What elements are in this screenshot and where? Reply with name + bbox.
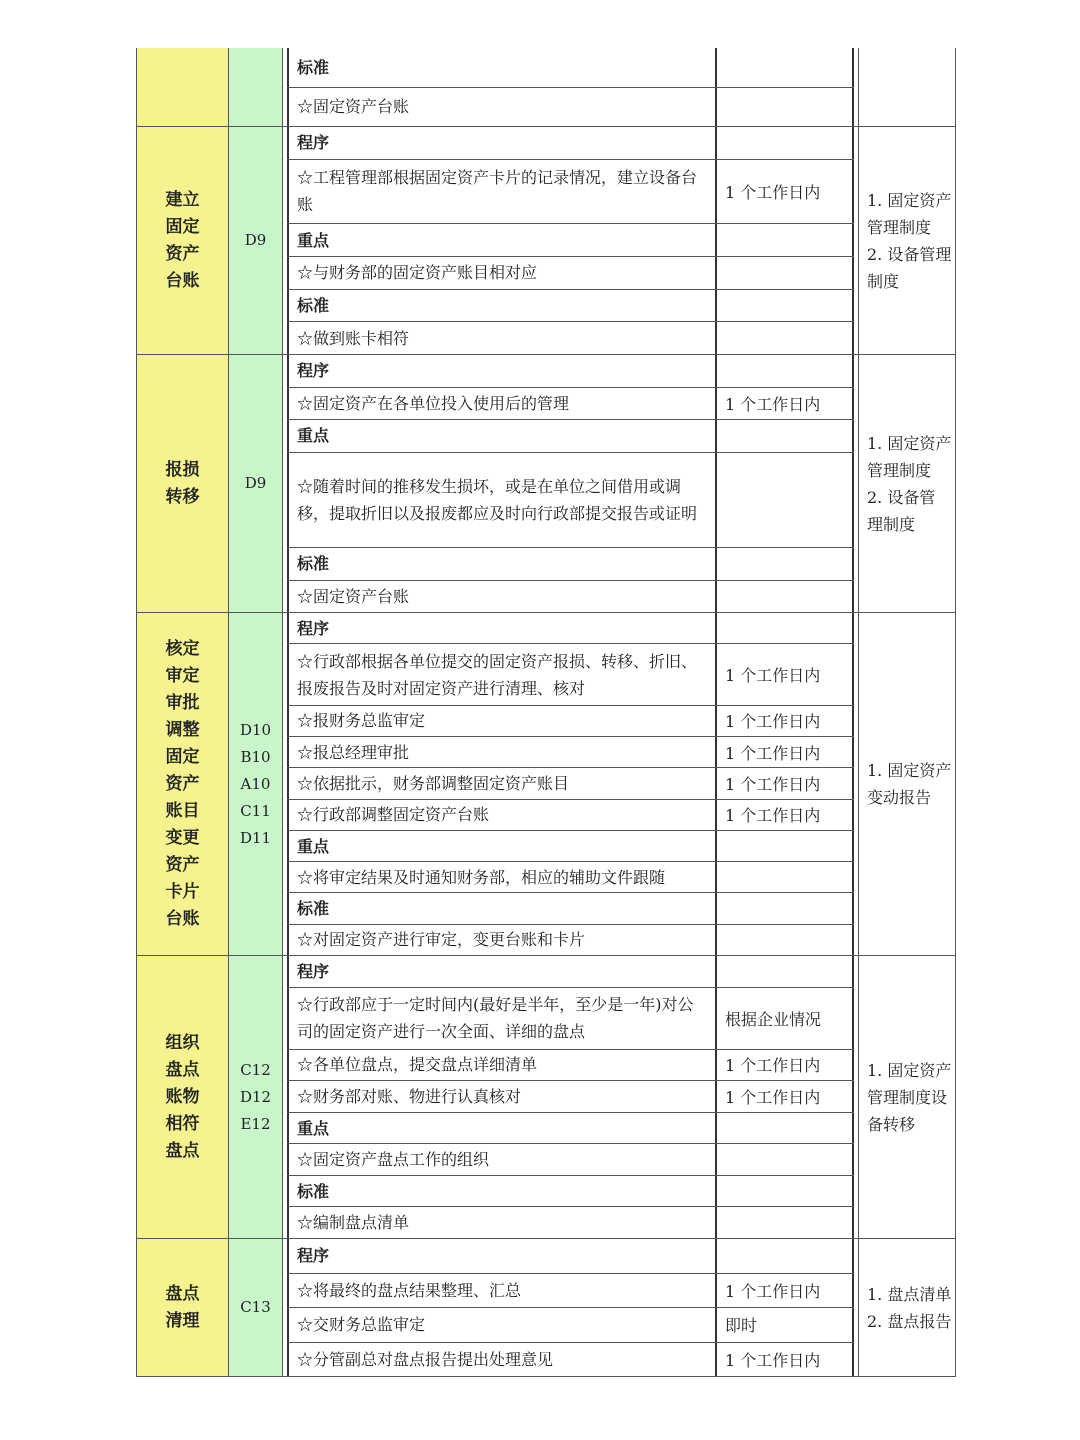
row-heading: 重点 <box>287 1113 717 1144</box>
row-time-limit: 1 个工作日内 <box>717 768 854 798</box>
step-name-cell <box>137 127 229 354</box>
table-row <box>287 800 854 831</box>
step-name: 建立 固定 资产 台账 <box>165 189 200 291</box>
row-time-limit <box>717 453 854 548</box>
row-time-limit <box>717 1176 854 1207</box>
table-row <box>287 1081 854 1113</box>
table-row <box>287 160 854 224</box>
row-text: ☆固定资产台账 <box>287 88 717 127</box>
row-time-limit <box>717 257 854 289</box>
step-detail-rows <box>283 355 858 612</box>
row-time-limit <box>717 127 854 159</box>
step-code-cell <box>229 48 283 126</box>
row-time-limit: 1 个工作日内 <box>717 737 854 767</box>
row-time-limit: 1 个工作日内 <box>717 800 854 830</box>
row-heading: 重点 <box>287 224 717 256</box>
table-row <box>287 893 854 924</box>
step-code-cell <box>229 355 283 612</box>
table-section <box>136 956 956 1239</box>
row-heading: 标准 <box>287 1176 717 1207</box>
row-time-limit <box>717 1207 854 1238</box>
step-detail-rows <box>283 956 858 1238</box>
step-name: 组织 盘点 账物 相符 盘点 <box>165 1032 200 1161</box>
row-time-limit <box>717 862 854 892</box>
row-heading: 程序 <box>287 1239 717 1273</box>
row-text: ☆各单位盘点，提交盘点详细清单 <box>287 1050 717 1081</box>
reference-document <box>858 48 962 126</box>
table-row <box>287 257 854 290</box>
row-time-limit: 根据企业情况 <box>717 988 854 1049</box>
step-code: C13 <box>240 1298 271 1316</box>
row-heading: 程序 <box>287 127 717 159</box>
process-table <box>136 48 956 1377</box>
row-time-limit <box>717 88 854 127</box>
table-row <box>287 1050 854 1082</box>
row-time-limit <box>717 48 854 87</box>
row-time-limit <box>717 925 854 955</box>
row-time-limit <box>717 548 854 580</box>
row-time-limit: 1 个工作日内 <box>717 1050 854 1081</box>
row-time-limit: 1 个工作日内 <box>717 160 854 223</box>
table-row <box>287 1343 854 1377</box>
row-time-limit <box>717 1239 854 1273</box>
step-code: D9 <box>244 231 267 249</box>
table-row <box>287 322 854 354</box>
step-name-cell <box>137 613 229 955</box>
row-text: ☆对固定资产进行审定，变更台账和卡片 <box>287 925 717 955</box>
row-time-limit <box>717 956 854 987</box>
row-heading: 程序 <box>287 355 717 387</box>
step-name-cell <box>137 355 229 612</box>
row-text: ☆固定资产台账 <box>287 581 717 613</box>
table-section <box>136 613 956 956</box>
step-name-cell <box>137 956 229 1238</box>
step-name-cell <box>137 1239 229 1376</box>
table-row <box>287 88 854 127</box>
row-text: ☆固定资产在各单位投入使用后的管理 <box>287 388 717 420</box>
row-time-limit <box>717 1113 854 1144</box>
row-text: ☆财务部对账、物进行认真核对 <box>287 1081 717 1112</box>
reference-document: 1. 固定资产 管理制度 2. 设备管理 制度 <box>858 127 962 354</box>
table-row <box>287 988 854 1050</box>
table-row <box>287 1176 854 1208</box>
table-row <box>287 862 854 893</box>
row-text: ☆行政部根据各单位提交的固定资产报损、转移、折旧、报废报告及时对固定资产进行清理、核对 <box>287 644 717 705</box>
step-name: 报损 转移 <box>165 459 200 507</box>
row-text: ☆行政部应于一定时间内(最好是半年，至少是一年)对公司的固定资产进行一次全面、详细的盘点 <box>287 988 717 1049</box>
row-time-limit: 1 个工作日内 <box>717 644 854 705</box>
step-code: D10 B10 A10 C11 D11 <box>239 720 272 847</box>
row-time-limit <box>717 893 854 923</box>
row-text: ☆分管副总对盘点报告提出处理意见 <box>287 1343 717 1377</box>
table-row <box>287 548 854 581</box>
table-row <box>287 737 854 768</box>
table-row <box>287 831 854 862</box>
row-time-limit <box>717 420 854 452</box>
row-time-limit <box>717 831 854 861</box>
table-row <box>287 48 854 88</box>
step-code: D9 <box>244 474 267 492</box>
row-heading: 标准 <box>287 893 717 923</box>
step-code-cell <box>229 956 283 1238</box>
table-row <box>287 1144 854 1176</box>
table-section <box>136 127 956 355</box>
table-row <box>287 127 854 160</box>
table-row <box>287 1207 854 1238</box>
step-detail-rows <box>283 48 858 126</box>
row-time-limit: 1 个工作日内 <box>717 706 854 736</box>
table-row <box>287 956 854 988</box>
row-text: ☆报总经理审批 <box>287 737 717 767</box>
row-text: ☆工程管理部根据固定资产卡片的记录情况，建立设备台账 <box>287 160 717 223</box>
row-text: ☆行政部调整固定资产台账 <box>287 800 717 830</box>
step-detail-rows <box>283 127 858 354</box>
row-time-limit <box>717 581 854 613</box>
row-text: ☆与财务部的固定资产账目相对应 <box>287 257 717 289</box>
row-time-limit <box>717 224 854 256</box>
row-time-limit <box>717 1144 854 1175</box>
table-row <box>287 768 854 799</box>
table-row <box>287 453 854 549</box>
row-heading: 重点 <box>287 420 717 452</box>
row-heading: 程序 <box>287 956 717 987</box>
row-time-limit <box>717 613 854 643</box>
table-row <box>287 290 854 323</box>
row-time-limit <box>717 322 854 354</box>
row-time-limit: 1 个工作日内 <box>717 1274 854 1308</box>
step-detail-rows <box>283 1239 858 1376</box>
row-text: ☆随着时间的推移发生损坏，或是在单位之间借用或调移，提取折旧以及报废都应及时向行政部提交报告或证明 <box>287 453 717 548</box>
step-code: C12 D12 E12 <box>239 1060 272 1133</box>
row-text: ☆编制盘点清单 <box>287 1207 717 1238</box>
table-section <box>136 1239 956 1377</box>
row-time-limit: 1 个工作日内 <box>717 1081 854 1112</box>
row-heading: 程序 <box>287 613 717 643</box>
step-detail-rows <box>283 613 858 955</box>
row-time-limit <box>717 290 854 322</box>
row-text: ☆将最终的盘点结果整理、汇总 <box>287 1274 717 1308</box>
table-row <box>287 706 854 737</box>
reference-document: 1. 盘点清单 2. 盘点报告 <box>858 1239 962 1376</box>
row-text: ☆将审定结果及时通知财务部，相应的辅助文件跟随 <box>287 862 717 892</box>
row-text: ☆报财务总监审定 <box>287 706 717 736</box>
row-time-limit: 即时 <box>717 1308 854 1342</box>
table-row <box>287 613 854 644</box>
reference-document: 1. 固定资产 管理制度 2. 设备管 理制度 <box>858 355 962 612</box>
row-time-limit <box>717 355 854 387</box>
table-section <box>136 48 956 127</box>
step-name: 盘点 清理 <box>165 1283 200 1331</box>
table-row <box>287 1113 854 1145</box>
row-heading: 重点 <box>287 831 717 861</box>
reference-document: 1. 固定资产 管理制度设 备转移 <box>858 956 962 1238</box>
row-heading: 标准 <box>287 290 717 322</box>
table-row <box>287 1239 854 1274</box>
row-heading: 标准 <box>287 548 717 580</box>
table-row <box>287 925 854 955</box>
step-code-cell <box>229 613 283 955</box>
step-name-cell <box>137 48 229 126</box>
step-name: 核定 审定 审批 调整 固定 资产 账目 变更 资产 卡片 台账 <box>165 638 200 929</box>
table-row <box>287 355 854 388</box>
row-text: ☆交财务总监审定 <box>287 1308 717 1342</box>
row-time-limit: 1 个工作日内 <box>717 1343 854 1377</box>
row-text: ☆依据批示，财务部调整固定资产账目 <box>287 768 717 798</box>
row-heading: 标准 <box>287 48 717 87</box>
table-section <box>136 355 956 613</box>
table-row <box>287 224 854 257</box>
row-time-limit: 1 个工作日内 <box>717 388 854 420</box>
step-code-cell <box>229 1239 283 1376</box>
table-row <box>287 644 854 706</box>
table-row <box>287 388 854 421</box>
row-text: ☆固定资产盘点工作的组织 <box>287 1144 717 1175</box>
table-row <box>287 1274 854 1309</box>
table-row <box>287 581 854 613</box>
step-code-cell <box>229 127 283 354</box>
table-row <box>287 1308 854 1343</box>
row-text: ☆做到账卡相符 <box>287 322 717 354</box>
reference-document: 1. 固定资产 变动报告 <box>858 613 962 955</box>
table-row <box>287 420 854 453</box>
